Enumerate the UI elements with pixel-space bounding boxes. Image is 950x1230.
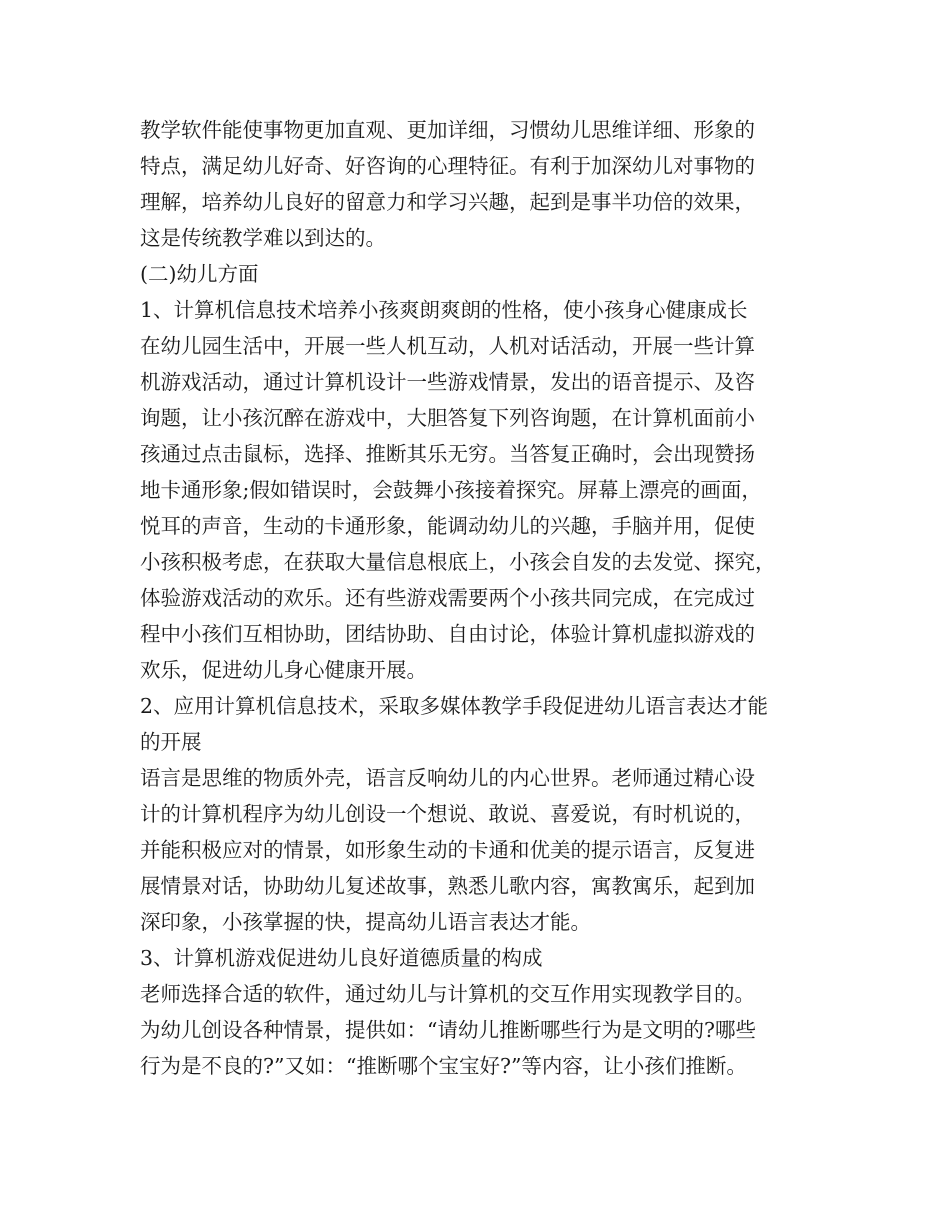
subsection-heading: 的开展 bbox=[140, 730, 202, 754]
text-line: 行为是不良的?”又如：“推断哪个宝宝好?”等内容，让小孩们推断。 bbox=[140, 1054, 747, 1078]
text-line: 计的计算机程序为幼儿创设一个想说、敢说、喜爱说，有时机说的， bbox=[140, 802, 755, 826]
text-line: 展情景对话，协助幼儿复述故事，熟悉儿歌内容，寓教寓乐，起到加 bbox=[140, 874, 755, 898]
subsection-heading: 3、计算机游戏促进幼儿良好道德质量的构成 bbox=[140, 946, 543, 970]
text-line: 悦耳的声音，生动的卡通形象，能调动幼儿的兴趣，手脑并用，促使 bbox=[140, 514, 755, 538]
text-line: 语言是思维的物质外壳，语言反响幼儿的内心世界。老师通过精心设 bbox=[140, 766, 755, 790]
text-line: 这是传统教学难以到达的。 bbox=[140, 226, 386, 250]
subsection-heading: 1、计算机信息技术培养小孩爽朗爽朗的性格，使小孩身心健康成长 bbox=[140, 298, 748, 322]
text-line: 特点，满足幼儿好奇、好咨询的心理特征。有利于加深幼儿对事物的 bbox=[140, 154, 755, 178]
text-line: 小孩积极考虑，在获取大量信息根底上，小孩会自发的去发觉、探究， bbox=[140, 550, 776, 574]
document-body bbox=[140, 112, 840, 1084]
text-line: 程中小孩们互相协助，团结协助、自由讨论，体验计算机虚拟游戏的 bbox=[140, 622, 755, 646]
text-line: 体验游戏活动的欢乐。还有些游戏需要两个小孩共同完成，在完成过 bbox=[140, 586, 755, 610]
text-line: 教学软件能使事物更加直观、更加详细，习惯幼儿思维详细、形象的 bbox=[140, 118, 755, 142]
text-line: 老师选择合适的软件，通过幼儿与计算机的交互作用实现教学目的。 bbox=[140, 982, 755, 1006]
text-line: 深印象，小孩掌握的快，提高幼儿语言表达才能。 bbox=[140, 910, 591, 934]
text-line: 并能积极应对的情景，如形象生动的卡通和优美的提示语言，反复进 bbox=[140, 838, 755, 862]
section-heading: (二)幼儿方面 bbox=[140, 262, 259, 286]
text-line: 孩通过点击鼠标，选择、推断其乐无穷。当答复正确时，会出现赞扬 bbox=[140, 442, 755, 466]
text-line: 在幼儿园生活中，开展一些人机互动，人机对话活动，开展一些计算 bbox=[140, 334, 755, 358]
subsection-heading: 2、应用计算机信息技术，采取多媒体教学手段促进幼儿语言表达才能 bbox=[140, 694, 769, 718]
text-line: 理解，培养幼儿良好的留意力和学习兴趣，起到是事半功倍的效果， bbox=[140, 190, 755, 214]
text-line: 欢乐，促进幼儿身心健康开展。 bbox=[140, 658, 427, 682]
text-line: 询题，让小孩沉醉在游戏中，大胆答复下列咨询题，在计算机面前小 bbox=[140, 406, 755, 430]
text-line: 地卡通形象;假如错误时，会鼓舞小孩接着探究。屏幕上漂亮的画面， bbox=[140, 478, 762, 502]
text-line: 为幼儿创设各种情景，提供如：“请幼儿推断哪些行为是文明的?哪些 bbox=[140, 1018, 756, 1042]
text-line: 机游戏活动，通过计算机设计一些游戏情景，发出的语音提示、及咨 bbox=[140, 370, 755, 394]
